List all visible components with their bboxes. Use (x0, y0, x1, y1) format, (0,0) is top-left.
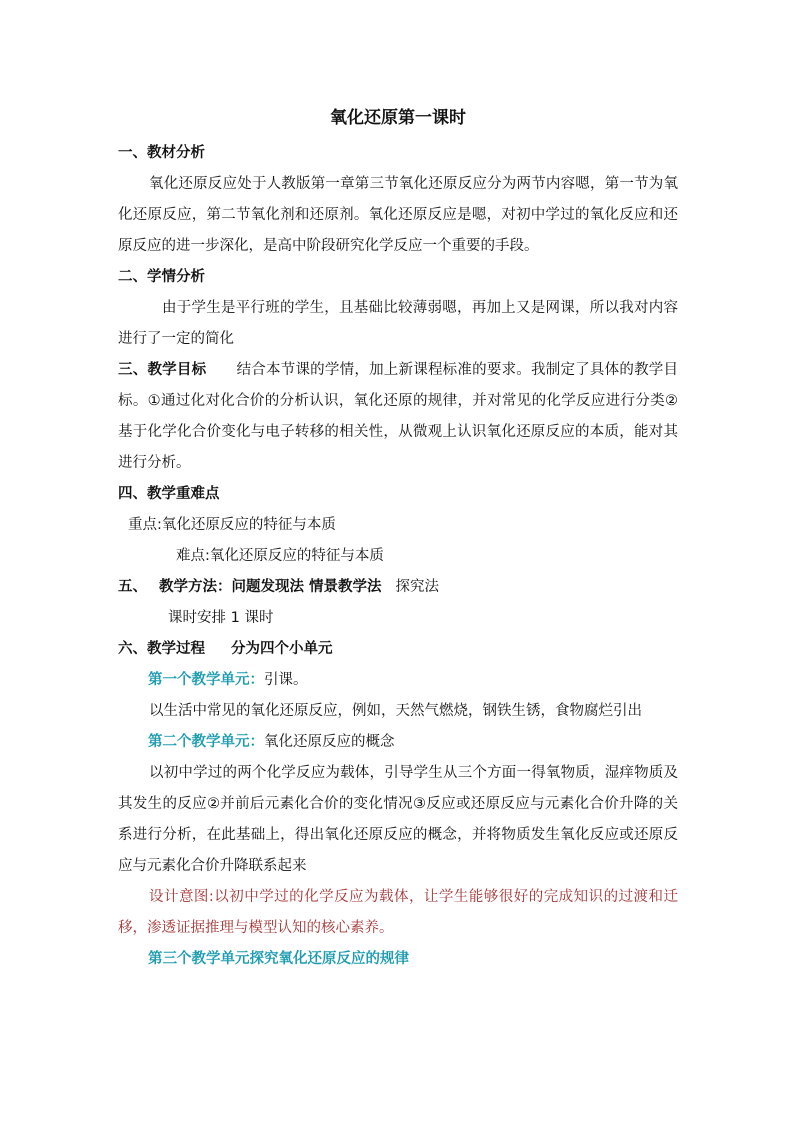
page-title: 氧化还原第一课时 (330, 108, 466, 128)
teaching-methods: 教学方法：问题发现法 情景教学法 (159, 579, 382, 595)
section-6-subtitle: 分为四个小单元 (231, 641, 333, 657)
section-2-paragraph: 由于学生是平行班的学生，且基础比较薄弱嗯，再加上又是网课，所以我对内容进行了一定的简化 (118, 300, 678, 347)
unit-3-heading: 第三个教学单元探究氧化还原反应的规律 (148, 951, 409, 967)
teaching-method-explore: 探究法 (395, 579, 440, 595)
key-point: 重点:氧化还原反应的特征与本质 (128, 517, 336, 533)
document-body (118, 104, 678, 975)
section-heading-1: 一、教材分析 (118, 145, 205, 161)
section-6-heading-line (118, 634, 678, 665)
section-5-heading-line (118, 572, 678, 603)
unit-1-label: 第一个教学单元： (148, 672, 264, 688)
section-heading-3: 三、教学目标 (118, 362, 207, 378)
unit-1-text: 引课。 (264, 672, 308, 688)
unit-1-line (118, 665, 678, 696)
schedule: 课时安排 1 课时 (168, 610, 274, 626)
design-intent (118, 882, 678, 944)
unit-2-text: 氧化还原反应的概念 (264, 734, 395, 750)
design-intent-label: 设计意图: (149, 889, 214, 905)
difficult-point: 难点:氧化还原反应的特征与本质 (176, 548, 384, 564)
section-heading-6: 六、教学过程 (118, 641, 205, 657)
design-intent-text: 以初中学过的化学反应为载体，让学生能够很好的完成知识的过渡和迁移，渗透证据推理与模型认知的核心素养。 (118, 889, 679, 936)
unit-2-paragraph: 以初中学过的两个化学反应为载体，引导学生从三个方面一得氧物质，湿痒物质及其发生的反应②并前后元素化合价的变化情况③反应或还原反应与元素化合价升降的关系进行分析，在此基础上，得出氧化还原反应的概念，并将物质发生氧化反应或还原反应与元素化合价升降联系起来 (118, 765, 678, 874)
section-heading-2: 二、学情分析 (118, 269, 205, 285)
section-heading-5: 五、 (118, 579, 147, 595)
section-3-text: 结合本节课的学情，加上新课程标准的要求。我制定了具体的教学目标。①通过化对化合价的分析认识，氧化还原的规律，并对常见的化学反应进行分类②基于化学化合价变化与电子转移的相关性，从微观上认识氧化还原反应的本质，能对其进行分析。 (118, 362, 679, 471)
section-heading-4: 四、教学重难点 (118, 486, 220, 502)
unit-2-line (118, 727, 678, 758)
section-1-paragraph: 氧化还原反应处于人教版第一章第三节氧化还原反应分为两节内容嗯，第一节为氧化还原反应，第二节氧化剂和还原剂。氧化还原反应是嗯，对初中学过的氧化反应和还原反应的进一步深化，是高中阶段研究化学反应一个重要的手段。 (118, 176, 678, 254)
section-3-paragraph (118, 355, 678, 479)
unit-1-paragraph: 以生活中常见的氧化还原反应，例如，天然气燃烧，钢铁生锈，食物腐烂引出 (149, 703, 642, 719)
unit-2-label: 第二个教学单元： (148, 734, 264, 750)
